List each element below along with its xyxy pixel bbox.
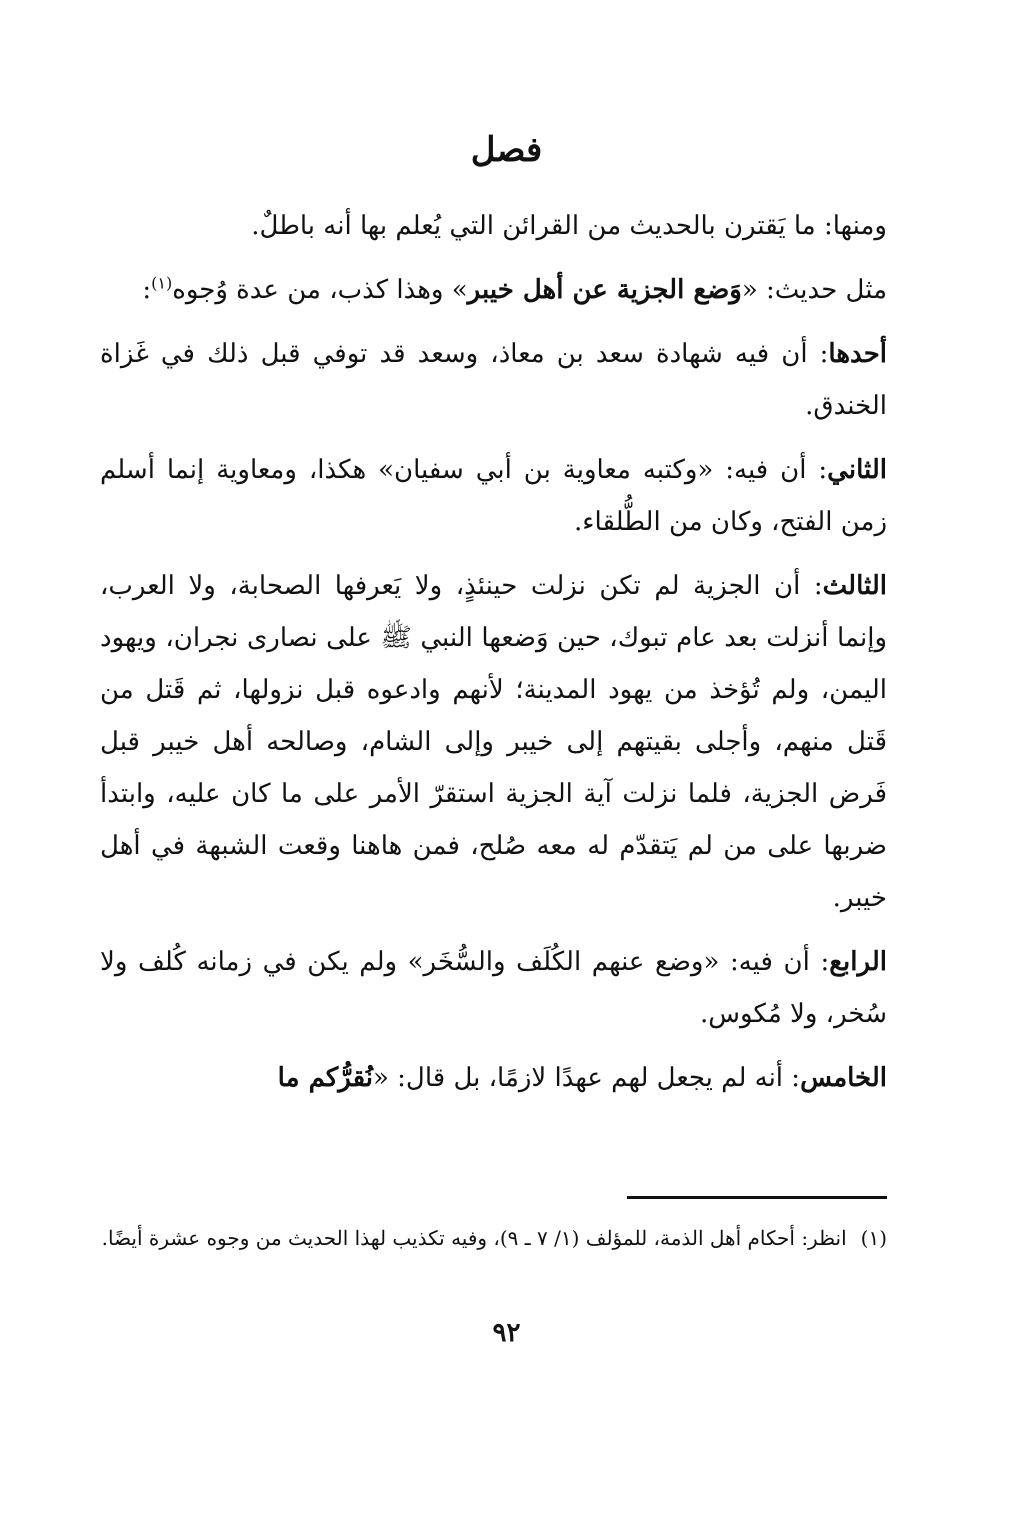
example-quote: وَضع الجزية عن أهل خيبر — [467, 275, 742, 305]
footnote-divider — [627, 1196, 887, 1199]
point-first — [100, 328, 887, 432]
page-number: ٩٢ — [492, 1318, 521, 1348]
point-text: : أن الجزية لم تكن نزلت حينئذٍ، ولا يَعرفها الصحابة، ولا العرب، وإنما أنزلت بعد عام تبوك، حين وَضعها النبي ﷺ على نصارى نجران، ويهود اليمن، ولم تُؤخذ من يهود المدينة؛ لأنهم وادعوه قبل نزولها، ثم قَتل من قَتل منهم، وأجلى بقيتهم إلى خيبر وإلى الشام، وصالحه أهل خيبر قبل فَرض الجزية، فلما نزلت آية الجزية استقرّ الأمر على ما كان عليه، وابتدأ ضربها على من لم يَتقدّم له معه صُلح، فمن هاهنا وقعت الشبهة في أهل خيبر. — [100, 571, 887, 913]
intro-text: ومنها: ما يَقترن بالحديث من القرائن التي يُعلم بها أنه باطلٌ. — [251, 211, 887, 241]
intro-paragraph — [100, 200, 887, 252]
point-third — [100, 560, 887, 924]
point-lead: الثاني — [827, 455, 887, 485]
point-text: : أنه لم يجعل لهم عهدًا لازمًا، بل قال: « — [373, 1063, 801, 1093]
example-paragraph — [100, 264, 887, 316]
point-lead: الرابع — [829, 947, 887, 977]
footnote — [100, 1220, 887, 1256]
point-text: : أن فيه شهادة سعد بن معاذ، وسعد قد توفي قبل ذلك في غَزاة الخندق. — [100, 339, 887, 421]
point-text: : أن فيه: «وكتبه معاوية بن أبي سفيان» هكذا، ومعاوية إنما أسلم زمن الفتح، وكان من الطُّلقاء. — [100, 455, 887, 537]
example-before: مثل حديث: « — [741, 275, 887, 305]
section-heading: فصل — [470, 130, 543, 170]
point-second — [100, 444, 887, 548]
point-text: : أن فيه: «وضع عنهم الكُلَف والسُّخَر» ولم يكن في زمانه كُلف ولا سُخر، ولا مُكوس. — [100, 947, 887, 1029]
point-lead: الثالث — [822, 571, 888, 601]
point-lead: الخامس — [800, 1063, 887, 1093]
point-fifth — [100, 1052, 887, 1104]
footnote-marker: (١) — [860, 1226, 887, 1250]
footnote-text: انظر: أحكام أهل الذمة، للمؤلف (١/ ٧ ـ ٩)، وفيه تكذيب لهذا الحديث من وجوه عشرة أيضًا. — [101, 1226, 847, 1250]
footnote-reference: (١) — [151, 273, 173, 293]
example-end: : — [142, 275, 152, 305]
point-lead: أحدها — [828, 339, 887, 369]
fifth-quote: نُقرُّكم ما — [277, 1063, 373, 1093]
point-fourth — [100, 936, 887, 1040]
example-after: » وهذا كذب، من عدة وُجوه — [172, 275, 468, 305]
main-text — [100, 200, 887, 1116]
